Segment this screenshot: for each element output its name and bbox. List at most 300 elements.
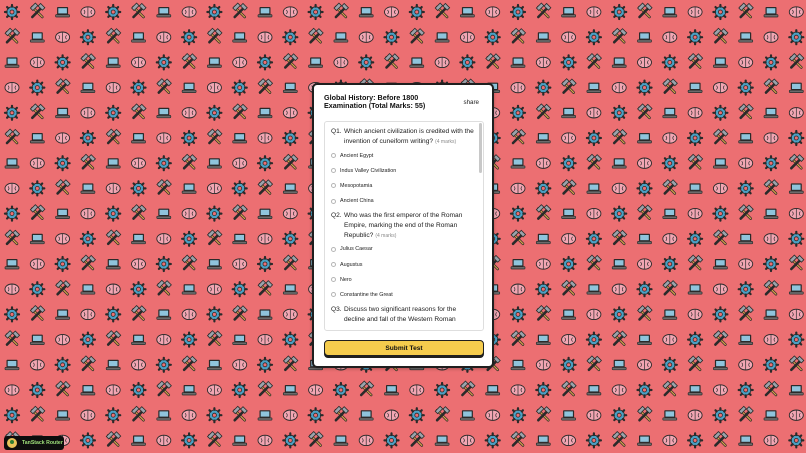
- gear-icon: [612, 5, 626, 19]
- laptop-icon: [106, 259, 120, 269]
- hammer-icon: [258, 381, 272, 395]
- gear-icon: [283, 131, 297, 145]
- gear-icon: [5, 408, 19, 422]
- hammer-icon: [283, 54, 297, 68]
- hammer-icon: [233, 406, 247, 420]
- hammer-icon: [208, 331, 222, 345]
- radio-button[interactable]: [331, 292, 336, 297]
- hammer-icon: [132, 205, 146, 219]
- laptop-icon: [638, 335, 652, 345]
- brain-icon: [460, 435, 474, 445]
- radio-button[interactable]: [331, 277, 336, 282]
- hammer-icon: [789, 255, 803, 269]
- brain-icon: [5, 183, 19, 193]
- hammer-icon: [511, 230, 525, 244]
- gear-icon: [562, 156, 576, 170]
- brain-icon: [81, 7, 95, 17]
- gear-icon: [30, 383, 44, 397]
- gear-icon: [182, 30, 196, 44]
- laptop-icon: [385, 385, 399, 395]
- laptop-icon: [157, 7, 171, 17]
- answer-option[interactable]: [331, 257, 476, 272]
- gear-icon: [207, 307, 221, 321]
- hammer-icon: [714, 230, 728, 244]
- laptop-icon: [5, 259, 19, 269]
- laptop-icon: [739, 133, 753, 143]
- gear-icon: [713, 5, 727, 19]
- hammer-icon: [562, 79, 576, 93]
- answer-option[interactable]: [331, 148, 476, 163]
- gear-icon: [612, 307, 626, 321]
- laptop-icon: [157, 410, 171, 420]
- brain-icon: [562, 234, 576, 244]
- laptop-icon: [663, 309, 677, 319]
- laptop-icon: [739, 435, 753, 445]
- brain-icon: [385, 7, 399, 17]
- hammer-icon: [688, 154, 702, 168]
- gear-icon: [638, 81, 652, 95]
- brain-icon: [713, 183, 727, 193]
- hammer-icon: [714, 432, 728, 446]
- gear-icon: [688, 433, 702, 447]
- answer-option[interactable]: [331, 272, 476, 287]
- gear-icon: [410, 5, 424, 19]
- hammer-icon: [739, 205, 753, 219]
- hammer-icon: [638, 104, 652, 118]
- hammer-icon: [334, 406, 348, 420]
- laptop-icon: [233, 335, 247, 345]
- gear-icon: [81, 30, 95, 44]
- brain-icon: [106, 82, 120, 92]
- hammer-icon: [30, 306, 44, 320]
- answer-option[interactable]: [331, 194, 476, 209]
- gear-icon: [511, 207, 525, 221]
- hammer-icon: [334, 3, 348, 17]
- hammer-icon: [81, 356, 95, 370]
- brain-icon: [81, 410, 95, 420]
- brain-icon: [789, 208, 803, 218]
- gear-icon: [81, 232, 95, 246]
- laptop-icon: [157, 108, 171, 118]
- gear-icon: [713, 106, 727, 120]
- brain-icon: [283, 7, 297, 17]
- gear-icon: [258, 156, 272, 170]
- hammer-icon: [536, 3, 550, 17]
- brain-icon: [587, 7, 601, 17]
- answer-option[interactable]: [331, 287, 476, 302]
- gear-icon: [739, 181, 753, 195]
- hammer-icon: [789, 356, 803, 370]
- brain-icon: [688, 108, 702, 118]
- laptop-icon: [688, 385, 702, 395]
- brain-icon: [207, 385, 221, 395]
- gear-icon: [283, 232, 297, 246]
- laptop-icon: [713, 158, 727, 168]
- hammer-icon: [612, 129, 626, 143]
- brain-icon: [638, 158, 652, 168]
- brain-icon: [460, 32, 474, 42]
- brain-icon: [688, 208, 702, 218]
- brain-icon: [182, 208, 196, 218]
- brain-icon: [638, 259, 652, 269]
- gear-icon: [233, 282, 247, 296]
- hammer-icon: [714, 28, 728, 42]
- radio-button[interactable]: [331, 199, 336, 204]
- gear-icon: [258, 257, 272, 271]
- brain-icon: [30, 57, 44, 67]
- laptop-icon: [132, 335, 146, 345]
- brain-icon: [106, 385, 120, 395]
- hammer-icon: [511, 432, 525, 446]
- hammer-icon: [56, 79, 70, 93]
- gear-icon: [789, 30, 803, 44]
- devtools-label: TanStack Router: [22, 440, 63, 446]
- questions-scrollbar[interactable]: [479, 123, 482, 329]
- brain-icon: [258, 334, 272, 344]
- gear-icon: [486, 433, 500, 447]
- brain-icon: [30, 158, 44, 168]
- laptop-icon: [56, 410, 70, 420]
- hammer-icon: [764, 79, 778, 93]
- laptop-icon: [536, 335, 550, 345]
- brain-icon: [132, 158, 146, 168]
- hammer-icon: [789, 54, 803, 68]
- laptop-icon: [132, 133, 146, 143]
- gear-icon: [789, 333, 803, 347]
- hammer-icon: [132, 406, 146, 420]
- laptop-icon: [258, 309, 272, 319]
- gear-icon: [106, 207, 120, 221]
- laptop-icon: [283, 83, 297, 93]
- hammer-icon: [233, 205, 247, 219]
- laptop-icon: [56, 309, 70, 319]
- hammer-icon: [233, 3, 247, 17]
- gear-icon: [460, 55, 474, 69]
- gear-icon: [638, 282, 652, 296]
- gear-icon: [587, 333, 601, 347]
- hammer-icon: [157, 280, 171, 294]
- hammer-icon: [233, 104, 247, 118]
- gear-icon: [207, 5, 221, 19]
- brain-icon: [739, 360, 753, 370]
- option-label: Ancient Egypt: [340, 152, 374, 159]
- brain-icon: [764, 435, 778, 445]
- brain-icon: [713, 284, 727, 294]
- option-label: Indus Valley Civilization: [340, 167, 397, 174]
- brain-icon: [612, 82, 626, 92]
- laptop-icon: [56, 209, 70, 219]
- gear-icon: [56, 156, 70, 170]
- laptop-icon: [81, 83, 95, 93]
- gear-icon: [233, 81, 247, 95]
- laptop-icon: [435, 435, 449, 445]
- gear-icon: [385, 433, 399, 447]
- laptop-icon: [258, 7, 272, 17]
- brain-icon: [132, 57, 146, 67]
- hammer-icon: [612, 331, 626, 345]
- hammer-icon: [5, 331, 19, 345]
- laptop-icon: [511, 259, 525, 269]
- laptop-icon: [739, 32, 753, 42]
- hammer-icon: [106, 230, 120, 244]
- laptop-icon: [764, 410, 778, 420]
- brain-icon: [511, 82, 525, 92]
- laptop-icon: [182, 183, 196, 193]
- laptop-icon: [106, 158, 120, 168]
- gear-icon: [638, 383, 652, 397]
- laptop-icon: [688, 284, 702, 294]
- laptop-icon: [612, 259, 626, 269]
- laptop-icon: [612, 158, 626, 168]
- share-link[interactable]: share: [463, 99, 479, 106]
- gear-icon: [309, 5, 323, 19]
- gear-icon: [182, 232, 196, 246]
- tanstack-logo-icon: [7, 438, 17, 448]
- brain-icon: [410, 385, 424, 395]
- laptop-icon: [334, 32, 348, 42]
- laptop-icon: [207, 57, 221, 67]
- answer-option[interactable]: [331, 242, 476, 257]
- brain-icon: [5, 385, 19, 395]
- gear-icon: [562, 358, 576, 372]
- laptop-icon: [81, 385, 95, 395]
- brain-icon: [157, 435, 171, 445]
- brain-icon: [385, 410, 399, 420]
- option-label: Ancient China: [340, 198, 374, 205]
- question-item: [331, 211, 476, 303]
- hammer-icon: [258, 180, 272, 194]
- hammer-icon: [562, 180, 576, 194]
- hammer-icon: [81, 255, 95, 269]
- laptop-icon: [638, 133, 652, 143]
- hammer-icon: [435, 406, 449, 420]
- laptop-icon: [663, 108, 677, 118]
- hammer-icon: [536, 205, 550, 219]
- hammer-icon: [612, 230, 626, 244]
- gear-icon: [132, 282, 146, 296]
- laptop-icon: [612, 360, 626, 370]
- gear-icon: [258, 55, 272, 69]
- laptop-icon: [132, 435, 146, 445]
- brain-icon: [182, 309, 196, 319]
- laptop-icon: [789, 83, 803, 93]
- brain-icon: [688, 7, 702, 17]
- hammer-icon: [612, 432, 626, 446]
- hammer-icon: [157, 79, 171, 93]
- questions-panel[interactable]: [324, 121, 484, 331]
- gear-icon: [182, 131, 196, 145]
- hammer-icon: [739, 306, 753, 320]
- gear-icon: [5, 207, 19, 221]
- brain-icon: [258, 32, 272, 42]
- hammer-icon: [182, 356, 196, 370]
- hammer-icon: [688, 356, 702, 370]
- gear-icon: [663, 358, 677, 372]
- brain-icon: [30, 259, 44, 269]
- tanstack-router-devtools-button[interactable]: [4, 436, 64, 450]
- gear-icon: [764, 55, 778, 69]
- gear-icon: [789, 232, 803, 246]
- hammer-icon: [56, 180, 70, 194]
- brain-icon: [789, 309, 803, 319]
- hammer-icon: [182, 54, 196, 68]
- laptop-icon: [764, 209, 778, 219]
- laptop-icon: [359, 7, 373, 17]
- hammer-icon: [182, 255, 196, 269]
- gear-icon: [511, 307, 525, 321]
- hammer-icon: [663, 180, 677, 194]
- gear-icon: [536, 81, 550, 95]
- laptop-icon: [207, 158, 221, 168]
- laptop-icon: [587, 83, 601, 93]
- radio-button[interactable]: [331, 168, 336, 173]
- hammer-icon: [536, 306, 550, 320]
- brain-icon: [713, 385, 727, 395]
- brain-icon: [663, 133, 677, 143]
- laptop-icon: [258, 410, 272, 420]
- laptop-icon: [106, 360, 120, 370]
- hammer-icon: [132, 3, 146, 17]
- brain-icon: [764, 234, 778, 244]
- brain-icon: [359, 32, 373, 42]
- question-text: Who was the first emperor of the Roman Empire, marking the end of the Roman Republic?: [344, 211, 463, 239]
- hammer-icon: [258, 280, 272, 294]
- question-marks: (4 marks): [375, 232, 397, 239]
- hammer-icon: [612, 28, 626, 42]
- brain-icon: [536, 259, 550, 269]
- hammer-icon: [81, 154, 95, 168]
- gear-icon: [764, 156, 778, 170]
- gear-icon: [157, 358, 171, 372]
- gear-icon: [334, 383, 348, 397]
- submit-test-button[interactable]: Submit Test: [324, 340, 484, 356]
- hammer-icon: [511, 28, 525, 42]
- brain-icon: [81, 208, 95, 218]
- gear-icon: [106, 408, 120, 422]
- brain-icon: [56, 32, 70, 42]
- laptop-icon: [30, 335, 44, 345]
- laptop-icon: [511, 158, 525, 168]
- hammer-icon: [410, 432, 424, 446]
- brain-icon: [536, 360, 550, 370]
- radio-button[interactable]: [331, 183, 336, 188]
- hammer-icon: [157, 381, 171, 395]
- gear-icon: [536, 282, 550, 296]
- laptop-icon: [612, 57, 626, 67]
- hammer-icon: [182, 154, 196, 168]
- answer-option[interactable]: [331, 178, 476, 193]
- brain-icon: [258, 435, 272, 445]
- radio-button[interactable]: [331, 247, 336, 252]
- radio-button[interactable]: [331, 153, 336, 158]
- brain-icon: [207, 82, 221, 92]
- hammer-icon: [714, 331, 728, 345]
- question-number: Q1.: [331, 128, 342, 135]
- laptop-icon: [486, 385, 500, 395]
- hammer-icon: [435, 3, 449, 17]
- laptop-icon: [182, 83, 196, 93]
- brain-icon: [30, 360, 44, 370]
- gear-icon: [283, 30, 297, 44]
- laptop-icon: [713, 259, 727, 269]
- gear-icon: [663, 156, 677, 170]
- brain-icon: [536, 158, 550, 168]
- gear-icon: [739, 81, 753, 95]
- hammer-icon: [764, 280, 778, 294]
- brain-icon: [132, 259, 146, 269]
- brain-icon: [663, 32, 677, 42]
- laptop-icon: [511, 360, 525, 370]
- gear-icon: [511, 106, 525, 120]
- laptop-icon: [663, 7, 677, 17]
- laptop-icon: [359, 410, 373, 420]
- brain-icon: [81, 309, 95, 319]
- gear-icon: [638, 181, 652, 195]
- hammer-icon: [233, 306, 247, 320]
- gear-icon: [106, 106, 120, 120]
- gear-icon: [132, 383, 146, 397]
- gear-icon: [157, 257, 171, 271]
- gear-icon: [688, 232, 702, 246]
- brain-icon: [663, 234, 677, 244]
- radio-button[interactable]: [331, 262, 336, 267]
- hammer-icon: [30, 3, 44, 17]
- hammer-icon: [486, 54, 500, 68]
- hammer-icon: [30, 406, 44, 420]
- scrollbar-thumb[interactable]: [479, 123, 482, 173]
- quiz-header: [324, 94, 484, 114]
- gear-icon: [106, 5, 120, 19]
- laptop-icon: [663, 209, 677, 219]
- laptop-icon: [764, 7, 778, 17]
- brain-icon: [81, 108, 95, 118]
- gear-icon: [182, 433, 196, 447]
- laptop-icon: [460, 410, 474, 420]
- laptop-icon: [688, 83, 702, 93]
- laptop-icon: [30, 133, 44, 143]
- question-header: [331, 305, 476, 325]
- hammer-icon: [587, 255, 601, 269]
- gear-icon: [612, 408, 626, 422]
- brain-icon: [258, 133, 272, 143]
- laptop-icon: [536, 133, 550, 143]
- hammer-icon: [30, 205, 44, 219]
- brain-icon: [764, 133, 778, 143]
- laptop-icon: [587, 284, 601, 294]
- hammer-icon: [5, 230, 19, 244]
- hammer-icon: [106, 432, 120, 446]
- brain-icon: [562, 435, 576, 445]
- gear-icon: [132, 181, 146, 195]
- gear-icon: [486, 30, 500, 44]
- brain-icon: [233, 158, 247, 168]
- hammer-icon: [385, 54, 399, 68]
- option-label: Augustus: [340, 261, 363, 268]
- laptop-icon: [106, 57, 120, 67]
- gear-icon: [30, 181, 44, 195]
- gear-icon: [385, 30, 399, 44]
- hammer-icon: [283, 356, 297, 370]
- laptop-icon: [233, 133, 247, 143]
- hammer-icon: [106, 331, 120, 345]
- hammer-icon: [764, 381, 778, 395]
- hammer-icon: [663, 79, 677, 93]
- brain-icon: [157, 334, 171, 344]
- gear-icon: [587, 131, 601, 145]
- gear-icon: [713, 408, 727, 422]
- answer-option[interactable]: [331, 163, 476, 178]
- gear-icon: [283, 433, 297, 447]
